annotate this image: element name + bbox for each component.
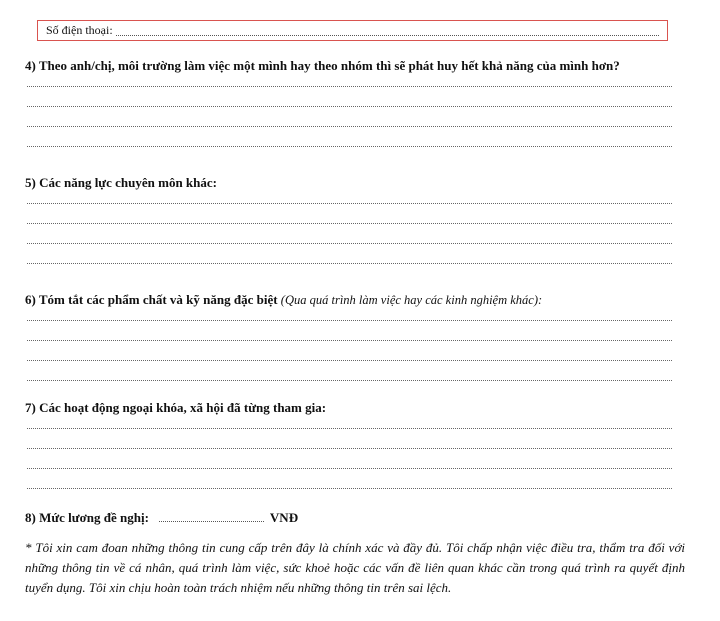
salary-row (25, 510, 298, 526)
declaration-text: * Tôi xin cam đoan những thông tin cung cấp trên đây là chính xác và đầy đủ. Tôi chấp nhận việc điều tra, thẩm tra đối với những thông tin về cá nhân, quá trình làm việc, sức khoẻ hoặc các vấn đề liên quan khác cần trong quá trình ra quyết định tuyển dụng. Tôi xin chịu hoàn toàn trách nhiệm nếu những thông tin trên sai lệch. (25, 540, 685, 595)
answer-line[interactable] (27, 360, 672, 361)
answer-line[interactable] (27, 106, 672, 107)
answer-line[interactable] (27, 146, 672, 147)
salary-label: 8) Mức lương đề nghị: (25, 510, 149, 525)
answer-line[interactable] (27, 380, 672, 381)
question-6-note: (Qua quá trình làm việc hay các kinh nghiệm khác): (280, 293, 543, 307)
answer-line[interactable] (27, 320, 672, 321)
answer-line[interactable] (27, 126, 672, 127)
answer-line[interactable] (27, 488, 672, 489)
phone-number-field[interactable] (37, 20, 668, 41)
answer-line[interactable] (27, 340, 672, 341)
answer-line[interactable] (27, 448, 672, 449)
question-7-title: 7) Các hoạt động ngoại khóa, xã hội đã từng tham gia: (25, 400, 327, 415)
answer-line[interactable] (27, 468, 672, 469)
answer-line[interactable] (27, 428, 672, 429)
answer-line[interactable] (27, 86, 672, 87)
question-6-label: 6) Tóm tắt các phẩm chất và kỹ năng đặc biệt (25, 292, 278, 307)
answer-line[interactable] (27, 243, 672, 244)
salary-unit: VNĐ (269, 510, 299, 525)
question-4-title: 4) Theo anh/chị, môi trường làm việc một mình hay theo nhóm thì sẽ phát huy hết khả năng của mình hơn? (25, 58, 620, 73)
phone-dotted-line (116, 25, 659, 36)
phone-label: Số điện thoại: (46, 23, 113, 37)
answer-line[interactable] (27, 223, 672, 224)
question-6-title (25, 292, 542, 308)
salary-input-line[interactable] (159, 511, 264, 522)
answer-line[interactable] (27, 263, 672, 264)
answer-line[interactable] (27, 203, 672, 204)
question-5-title: 5) Các năng lực chuyên môn khác: (25, 175, 217, 190)
